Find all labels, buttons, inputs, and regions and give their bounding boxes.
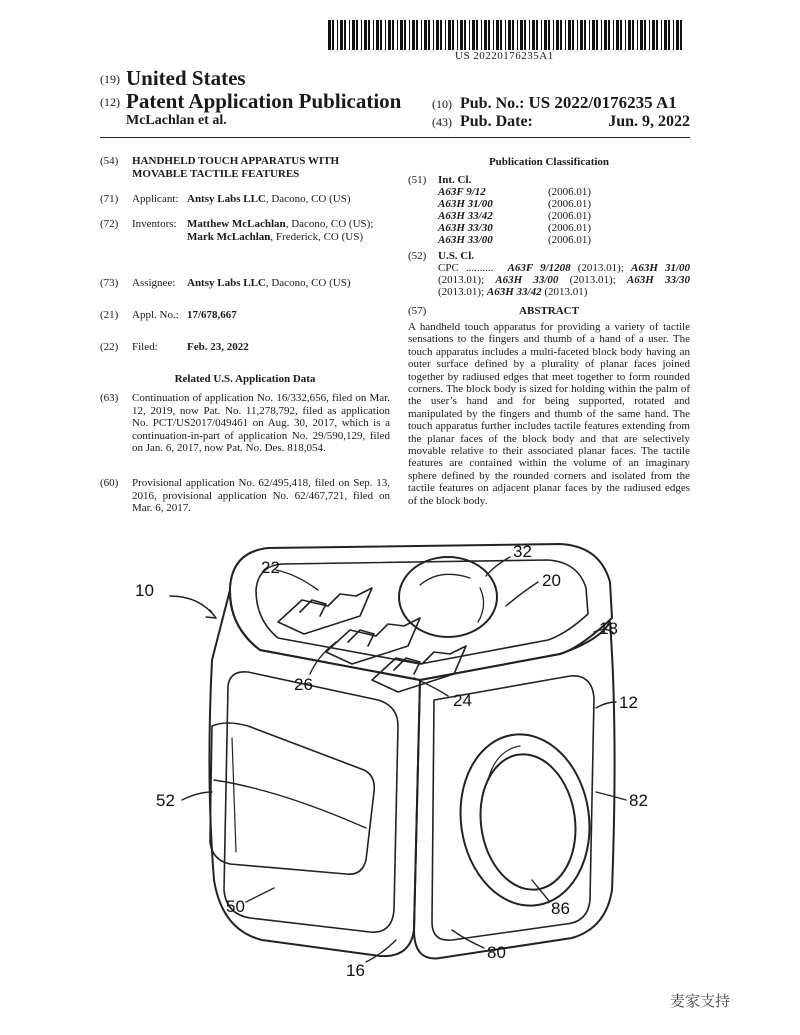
provisional-code: (60) (100, 477, 119, 489)
applicant-label: Applicant: (132, 193, 179, 205)
ref-label-52: 52 (156, 791, 175, 810)
abstract-header (408, 305, 690, 318)
inventor-1: Matthew McLachlan (187, 218, 286, 230)
filed-field (100, 341, 390, 354)
inventors-code: (72) (100, 218, 119, 230)
appl-code: (21) (100, 309, 119, 321)
cpc-year-2: (2013.01); (438, 274, 485, 286)
uscl-label: U.S. Cl. (438, 250, 475, 262)
intcl-row (408, 234, 690, 246)
intcl-row (408, 222, 690, 234)
title-field (100, 155, 390, 180)
pubno-label: Pub. No.: (460, 95, 525, 112)
inventors-field (100, 218, 390, 243)
applicant-field (100, 193, 390, 206)
cpc-label: CPC .......... (438, 262, 494, 274)
pub-number-line (432, 93, 677, 113)
appl-no-field (100, 309, 390, 322)
inventor-2: Mark McLachlan (187, 230, 271, 243)
applicant-name: Antsy Labs LLC (187, 193, 266, 205)
ref-label-86: 86 (551, 899, 570, 918)
filed-date: Feb. 23, 2022 (187, 341, 249, 353)
ref-label-10: 10 (135, 581, 154, 600)
intcl-code-value: A63H 31/00 (438, 198, 493, 210)
provisional-field (100, 477, 390, 515)
assignee-label: Assignee: (132, 277, 176, 289)
ref-label-22: 22 (261, 558, 280, 577)
assignee-location: , Dacono, CO (US) (265, 277, 351, 289)
header-rule (100, 137, 690, 138)
ref-label-82: 82 (629, 791, 648, 810)
assignee-code: (73) (100, 277, 119, 289)
cpc-year-3: (2013.01); (569, 274, 616, 286)
barcode (328, 20, 686, 50)
pubdate-label: Pub. Date: (460, 113, 533, 130)
us-cl-field (408, 250, 690, 298)
intcl-year: (2006.01) (548, 234, 592, 246)
pubno-code: (10) (432, 97, 452, 111)
uscl-code: (52) (408, 250, 427, 262)
related-code: (63) (100, 392, 119, 404)
invention-title: HANDHELD TOUCH APPARATUS WITH MOVABLE TACTILE FEATURES (132, 155, 340, 180)
title-code: (54) (100, 155, 119, 167)
intcl-code-value: A63H 33/00 (438, 234, 493, 246)
appl-number: 17/678,667 (187, 309, 237, 321)
ref-label-80: 80 (487, 943, 506, 962)
inventor-2-location: , Frederick, CO (US) (270, 230, 363, 243)
intcl-code-value: A63F 9/12 (438, 186, 486, 198)
intcl-row (408, 210, 690, 222)
ref-label-26: 26 (294, 675, 313, 694)
cpc-code-1: A63F 9/1208 (507, 262, 571, 274)
inventors-label: Inventors: (132, 218, 177, 230)
publication-type-line (100, 89, 401, 114)
pub-number: US 2022/0176235 A1 (528, 93, 677, 112)
filed-label: Filed: (132, 341, 158, 353)
ref-label-50: 50 (226, 897, 245, 916)
country-name: United States (126, 66, 246, 90)
ref-label-12: 12 (619, 693, 638, 712)
int-cl-field (408, 174, 690, 246)
pub-date-line (432, 113, 690, 131)
intcl-list (408, 186, 690, 246)
ref-label-18: 18 (599, 619, 618, 638)
country-line (100, 66, 246, 91)
intcl-row (408, 186, 690, 198)
intcl-year: (2006.01) (548, 222, 592, 234)
cpc-year-5: (2013.01) (544, 286, 588, 298)
applicant-location: , Dacono, CO (US) (265, 193, 351, 205)
cpc-text (408, 262, 690, 298)
patent-figure (0, 530, 800, 990)
cpc-code-5: A63H 33/42 (486, 286, 542, 298)
filed-code: (22) (100, 341, 119, 353)
abstract-text: A handheld touch apparatus for providing a variety of tactile sensations to the fingers and thumb of a hand of a user. The touch apparatus includes a multi-faceted block body having an outer surface defined by a plurality of planar faces joined together by radiused edges that meet together to form rounded corners. The block body is sized for holding within the palm of the user’s hand and for being supported, rotated and manipulated by the fingers and thumb of the same hand. The touch apparatus further includes tactile features extending from the planar faces of the block body and that are selectively movable relative to their associated planar faces. The tactile features are contained within the volume of an imaginary sphere defined by the rounded corners and isolated from the tactile features on adjacent planar faces by the radiused edges of the block body. (408, 321, 690, 507)
cpc-code-2: A63H 31/00 (631, 262, 691, 274)
authors: McLachlan et al. (126, 113, 227, 128)
abstract-heading: ABSTRACT (519, 305, 579, 317)
dome-button (399, 557, 497, 637)
intcl-year: (2006.01) (548, 210, 592, 222)
intcl-year: (2006.01) (548, 186, 592, 198)
assignee-field (100, 277, 390, 290)
intcl-code: (51) (408, 174, 427, 186)
classification-heading: Publication Classification (488, 156, 610, 168)
intcl-code-value: A63H 33/42 (438, 210, 493, 222)
intcl-code-value: A63H 33/30 (438, 222, 493, 234)
cpc-code-4: A63H 33/30 (626, 274, 691, 286)
related-text: Continuation of application No. 16/332,656, filed on Mar. 12, 2019, now Pat. No. 11,278,792, filed as application No. PCT/US2017/049461 on Aug. 30, 2017, which is a continuation-in-part of application No. 29/590,129, filed on Jan. 6, 2017, now Pat. No. Des. 818,054. (132, 392, 390, 454)
appl-label: Appl. No.: (132, 309, 179, 321)
left-inner-panel (224, 672, 398, 932)
ref-label-24: 24 (453, 691, 472, 710)
cpc-code-3: A63H 33/00 (495, 274, 559, 286)
country-code: (19) (100, 72, 120, 86)
top-inner-panel (256, 560, 588, 664)
ref-label-16: 16 (346, 961, 365, 980)
cpc-year-1: (2013.01); (577, 262, 624, 274)
ref-label-32: 32 (513, 542, 532, 561)
cpc-year-4: (2013.01); (438, 286, 485, 298)
rotary-dial-inner (472, 748, 584, 896)
barcode-number: US 20220176235A1 (455, 50, 554, 62)
intcl-row (408, 198, 690, 210)
related-field (100, 392, 390, 455)
abstract-code: (57) (408, 305, 427, 317)
pubdate-code: (43) (432, 115, 452, 129)
intcl-label: Int. Cl. (438, 174, 472, 186)
watermark-label: 麦家支持 (670, 992, 731, 1010)
applicant-code: (71) (100, 193, 119, 205)
ref-label-20: 20 (542, 571, 561, 590)
inventor-1-location: , Dacono, CO (US); (285, 218, 374, 230)
pub-date: Jun. 9, 2022 (608, 113, 690, 130)
assignee-name: Antsy Labs LLC (187, 277, 266, 289)
related-heading: Related U.S. Application Data (174, 373, 316, 385)
intcl-year: (2006.01) (548, 198, 592, 210)
pubtype-code: (12) (100, 95, 120, 109)
publication-type: Patent Application Publication (126, 89, 402, 113)
provisional-text: Provisional application No. 62/495,418, filed on Sep. 13, 2016, provisional application No. 62/467,721, filed on Mar. 6, 2017. (132, 477, 390, 514)
